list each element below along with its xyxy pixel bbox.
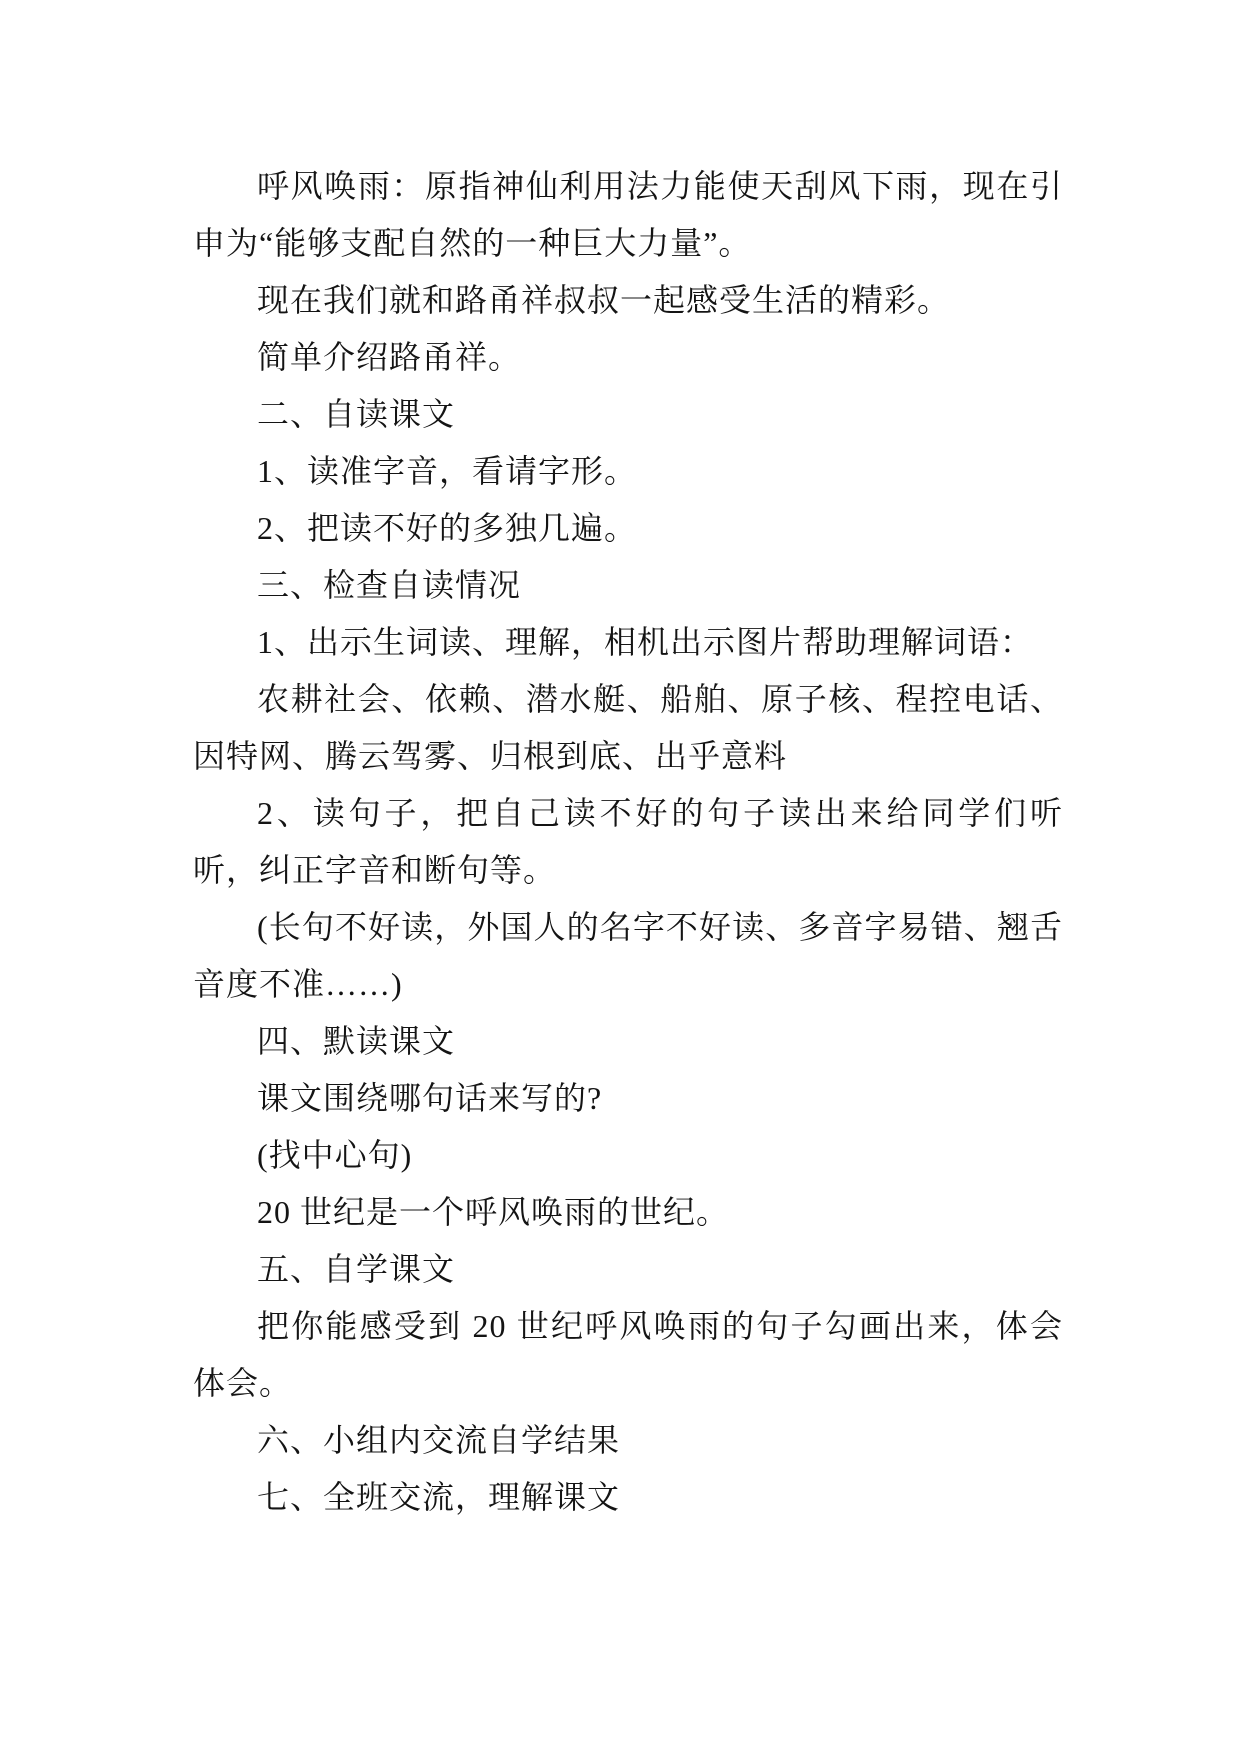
document-body xyxy=(193,158,1063,1526)
paragraph-intro-luyongxiang: 简单介绍路甬祥。 xyxy=(257,339,522,375)
paragraph-question-central-sentence: 课文围绕哪句话来写的? xyxy=(257,1080,603,1116)
list-item-reread-difficult: 2、把读不好的多独几遍。 xyxy=(257,510,638,546)
paragraph-self-study-task: 把你能感受到 20 世纪呼风唤雨的句子勾画出来，体会体会。 xyxy=(193,1308,1063,1401)
list-item-read-pronunciation: 1、读准字音，看请字形。 xyxy=(257,453,638,489)
list-item-show-new-words: 1、出示生词读、理解，相机出示图片帮助理解词语： xyxy=(257,624,1034,660)
section-heading-2-self-reading: 二、自读课文 xyxy=(257,396,456,432)
paragraph-definition-hufenghuanyu: 呼风唤雨：原指神仙利用法力能使天刮风下雨，现在引申为“能够支配自然的一种巨大力量”。 xyxy=(193,168,1063,261)
paragraph-word-list: 农耕社会、依赖、潜水艇、船舶、原子核、程控电话、因特网、腾云驾雾、归根到底、出乎意料 xyxy=(193,681,1063,774)
section-heading-4-silent-reading: 四、默读课文 xyxy=(257,1023,456,1059)
section-heading-7-class-exchange: 七、全班交流，理解课文 xyxy=(257,1479,621,1515)
section-heading-5-self-study: 五、自学课文 xyxy=(257,1251,456,1287)
paragraph-note-find-central-sentence: (找中心句) xyxy=(257,1137,413,1173)
paragraph-note-difficult-sentences: (长句不好读，外国人的名字不好读、多音字易错、翘舌音度不准……) xyxy=(193,909,1063,1002)
section-heading-3-check-reading: 三、检查自读情况 xyxy=(257,567,522,603)
paragraph-central-sentence: 20 世纪是一个呼风唤雨的世纪。 xyxy=(257,1194,730,1230)
section-heading-6-group-exchange: 六、小组内交流自学结果 xyxy=(257,1422,621,1458)
list-item-read-sentences: 2、读句子，把自己读不好的句子读出来给同学们听听，纠正字音和断句等。 xyxy=(193,795,1063,888)
paragraph-intro-luyongxiang-lead: 现在我们就和路甬祥叔叔一起感受生活的精彩。 xyxy=(257,282,951,318)
